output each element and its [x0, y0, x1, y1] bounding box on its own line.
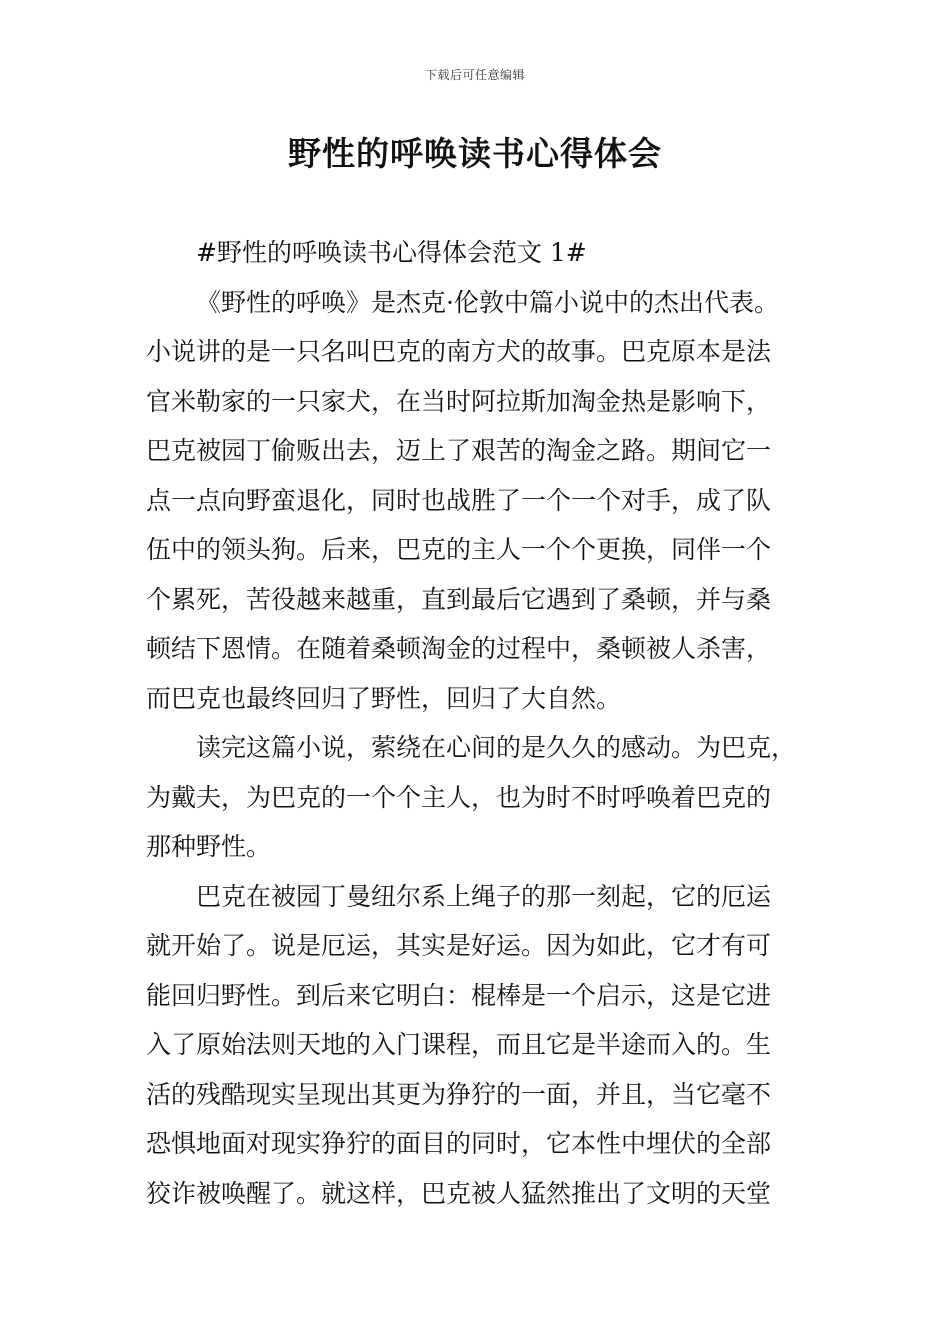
paragraph-line: 巴克在被园丁曼纽尔系上绳子的那一刻起，它的厄运 — [196, 881, 772, 911]
paragraph-line: 能回归野性。到后来它明白：棍棒是一个启示，这是它进 — [146, 980, 772, 1010]
paragraph-line: 个累死，苦役越来越重，直到最后它遇到了桑顿，并与桑 — [146, 584, 772, 614]
paragraph-line: 恐惧地面对现实狰狞的面目的同时，它本性中埋伏的全部 — [146, 1129, 772, 1158]
paragraph-line: 点一点向野蛮退化，同时也战胜了一个一个对手，成了队 — [146, 485, 772, 515]
header-note: 下载后可任意编辑 — [424, 68, 525, 82]
paragraph-line: 小说讲的是一只名叫巴克的南方犬的故事。巴克原本是法 — [146, 337, 772, 366]
paragraph-2 — [146, 723, 836, 872]
paragraph-3 — [146, 872, 836, 1219]
paragraph-line: 入了原始法则天地的入门课程，而且它是半途而入的。生 — [146, 1030, 772, 1059]
paragraph-line: 狡诈被唤醒了。就这样，巴克被人猛然推出了文明的天堂 — [146, 1178, 772, 1208]
section-heading: #野性的呼唤读书心得体会范文 1# — [196, 238, 587, 267]
paragraph-line: 为戴夫，为巴克的一个个主人，也为时不时呼唤着巴克的 — [146, 782, 772, 812]
paragraph-line: 顿结下恩情。在随着桑顿淘金的过程中，桑顿被人杀害， — [146, 634, 772, 663]
paragraph-line: 读完这篇小说，萦绕在心间的是久久的感动。为巴克， — [196, 733, 797, 762]
paragraph-line: 而巴克也最终回归了野性，回归了大自然。 — [146, 683, 622, 713]
paragraph-line: 伍中的领头狗。后来，巴克的主人一个个更换，同伴一个 — [146, 535, 772, 564]
document-body — [146, 228, 836, 1218]
paragraph-1 — [146, 278, 836, 724]
page-title: 野性的呼唤读书心得体会 — [288, 134, 662, 173]
paragraph-line: 那种野性。 — [146, 832, 272, 861]
paragraph-line: 活的残酷现实呈现出其更为狰狞的一面，并且，当它毫不 — [146, 1079, 772, 1109]
paragraph-line: 巴克被园丁偷贩出去，迈上了艰苦的淘金之路。期间它一 — [146, 436, 772, 465]
paragraph-line: 《野性的呼唤》是杰克·伦敦中篇小说中的杰出代表。 — [196, 287, 779, 317]
paragraph-line: 就开始了。说是厄运，其实是好运。因为如此，它才有可 — [146, 931, 772, 960]
paragraph-line: 官米勒家的一只家犬，在当时阿拉斯加淘金热是影响下， — [146, 386, 772, 416]
